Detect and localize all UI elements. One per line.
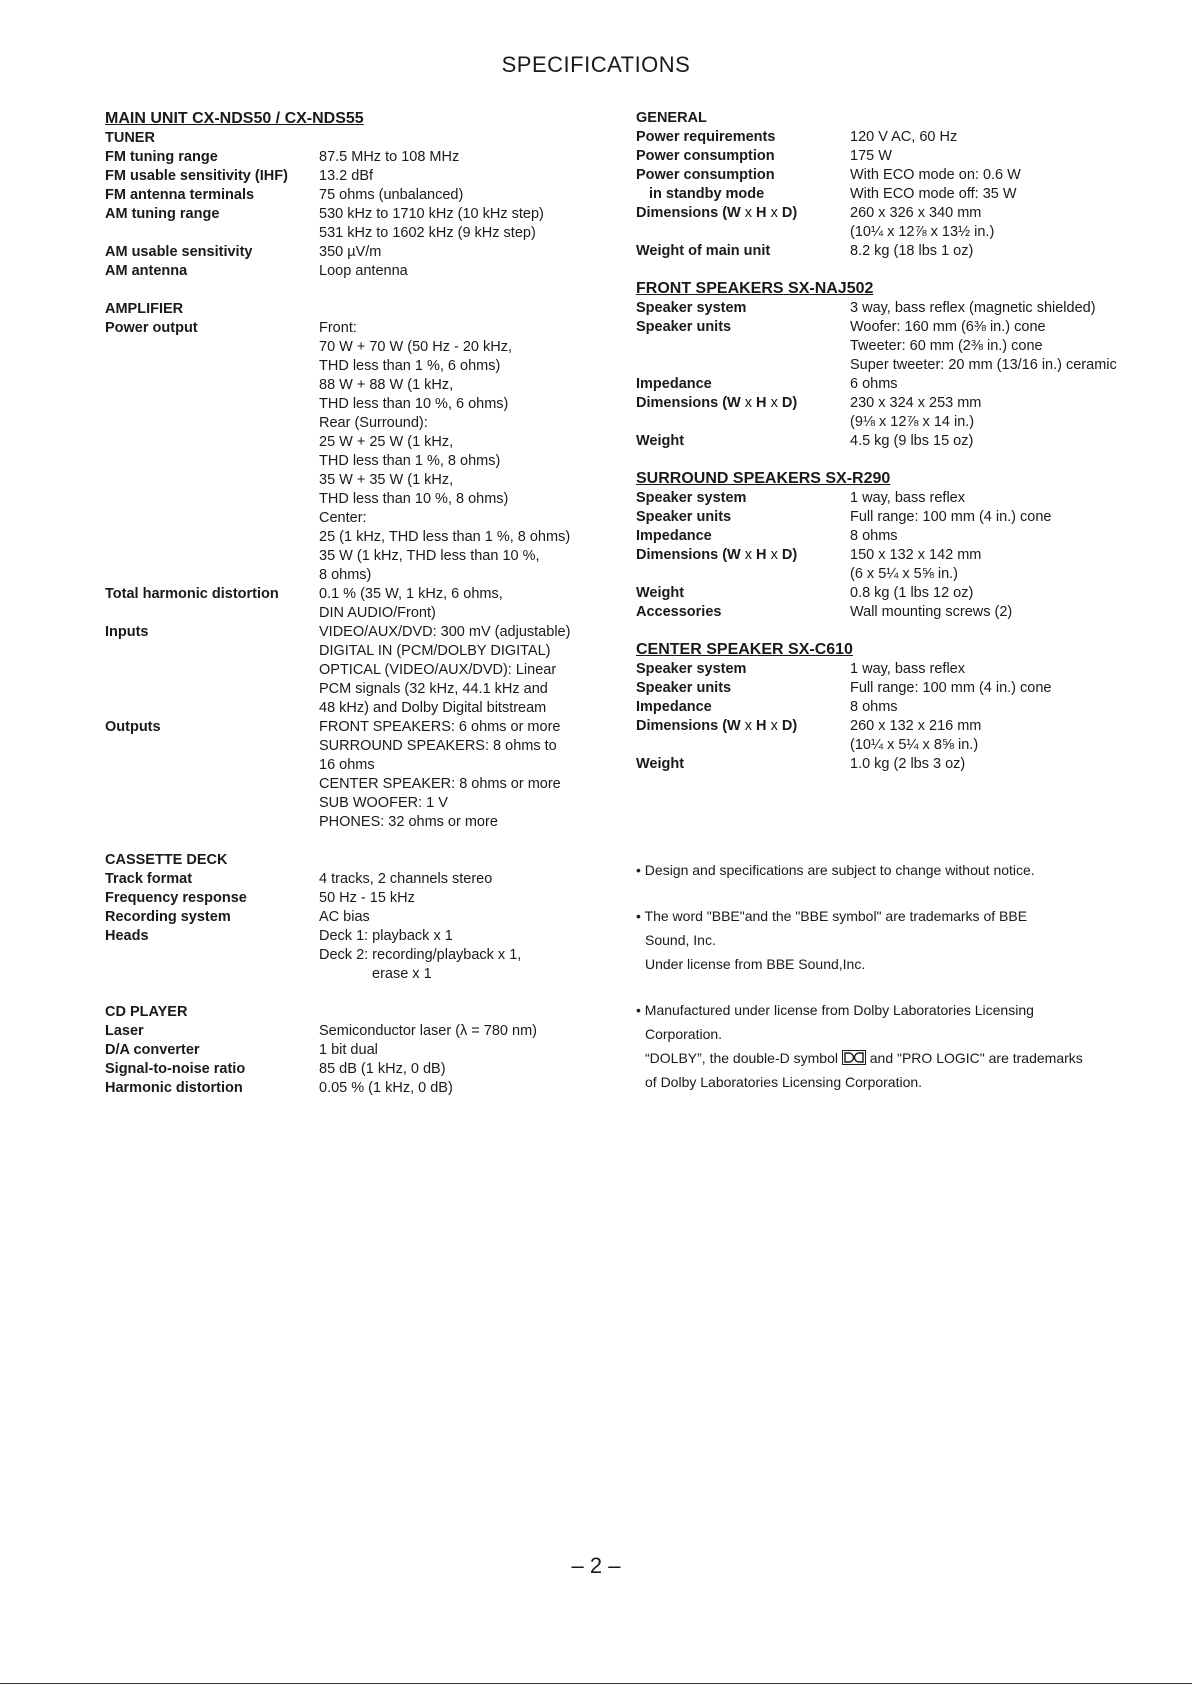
spec-value: 150 x 132 x 142 mm [850,547,982,563]
note-line: Sound, Inc. [645,932,716,948]
spec-value: Woofer: 160 mm (6⅜ in.) cone [850,319,1046,335]
note-line: Under license from BBE Sound,Inc. [645,956,866,972]
spec-value: PCM signals (32 kHz, 44.1 kHz and [319,681,548,697]
spec-value: 16 ohms [319,757,375,773]
spec-label: Outputs [105,719,161,735]
spec-value: 88 W + 88 W (1 kHz, [319,377,454,393]
spec-label: FM usable sensitivity (IHF) [105,168,288,184]
spec-value: 8.2 kg (18 lbs 1 oz) [850,243,974,259]
spec-label: Heads [105,928,149,944]
spec-label: Accessories [636,604,722,620]
spec-row [636,166,1156,204]
spec-value: Rear (Surround): [319,415,428,431]
spec-value: 531 kHz to 1602 kHz (9 kHz step) [319,225,536,241]
spec-label: AM usable sensitivity [105,244,253,260]
spec-value: 50 Hz - 15 kHz [319,890,415,906]
note-line: of Dolby Laboratories Licensing Corporation. [645,1074,923,1090]
spec-value: 8 ohms [850,528,898,544]
spec-value: Full range: 100 mm (4 in.) cone [850,509,1052,525]
spec-row [105,1022,605,1041]
spec-row [105,623,605,718]
spec-row [105,205,605,243]
spec-label: Speaker units [636,509,732,525]
spec-value: (6 x 5¼ x 5⅝ in.) [850,566,958,582]
spec-label: Power output [105,320,198,336]
spec-label: D/A converter [105,1042,200,1058]
tuner-heading: TUNER [105,130,155,146]
spec-value: (10¼ x 5¼ x 8⅝ in.) [850,737,979,753]
spec-value: Tweeter: 60 mm (2⅜ in.) cone [850,338,1043,354]
spec-row [636,698,1156,717]
spec-value: Center: [319,510,367,526]
spec-row [636,717,1156,755]
spec-value: 1 bit dual [319,1042,378,1058]
spec-value: 8 ohms [850,699,898,715]
spec-value: Full range: 100 mm (4 in.) cone [850,680,1052,696]
note-line [636,1046,1156,1070]
spec-row [105,319,605,585]
spec-label: Power requirements [636,129,776,145]
spec-label: Harmonic distortion [105,1080,243,1096]
spec-value: With ECO mode off: 35 W [850,186,1017,202]
spec-row [105,148,605,167]
spec-value: 175 W [850,148,892,164]
spec-value: 35 W + 35 W (1 kHz, [319,472,454,488]
spec-value: 6 ohms [850,376,898,392]
spec-value: Super tweeter: 20 mm (13/16 in.) ceramic [850,357,1117,373]
spec-label: Weight [636,433,685,449]
spec-row [636,603,1156,622]
spec-label: in standby mode [649,186,765,202]
spec-value: 35 W (1 kHz, THD less than 10 %, [319,548,540,564]
spec-row [636,584,1156,603]
spec-value: VIDEO/AUX/DVD: 300 mV (adjustable) [319,624,571,640]
center-speaker-heading: CENTER SPEAKER SX-C610 [636,641,853,658]
spec-value: DIN AUDIO/Front) [319,605,436,621]
cassette-heading: CASSETTE DECK [105,852,228,868]
general-heading: GENERAL [636,110,707,126]
spec-value: Front: [319,320,357,336]
spec-row [636,242,1156,261]
spec-value: With ECO mode on: 0.6 W [850,167,1021,183]
bottom-rule [0,1683,1192,1684]
spec-label: Speaker units [636,680,732,696]
note-line: • The word "BBE"and the "BBE symbol" are trademarks of BBE [636,908,1028,924]
spec-row [105,718,605,832]
spec-label: Dimensions (W x H x D) [636,718,798,734]
spec-row [636,679,1156,698]
note-dolby-license [636,998,1156,1094]
spec-value: THD less than 1 %, 6 ohms) [319,358,501,374]
spec-label: FM antenna terminals [105,187,255,203]
spec-value: 350 µV/m [319,244,382,260]
spec-value: (9⅛ x 12⅞ x 14 in.) [850,414,975,430]
spec-label: Weight [636,756,685,772]
spec-label: AM antenna [105,263,188,279]
spec-row [105,908,605,927]
spec-value: 1 way, bass reflex [850,661,965,677]
spec-row [636,375,1156,394]
spec-row [636,318,1156,375]
note-line: • Design and specifications are subject to change without notice. [636,862,1035,878]
note-text: and "PRO LOGIC" are trademarks [869,1050,1083,1066]
spec-value: 0.8 kg (1 lbs 12 oz) [850,585,974,601]
spec-row [105,889,605,908]
spec-row [105,870,605,889]
spec-label: Power consumption [636,167,775,183]
spec-row [105,186,605,205]
spec-value: (10¼ x 12⅞ x 13½ in.) [850,224,995,240]
spec-row [105,243,605,262]
spec-label: Laser [105,1023,144,1039]
spec-label: AM tuning range [105,206,220,222]
spec-label: Dimensions (W x H x D) [636,395,798,411]
surround-speakers-heading: SURROUND SPEAKERS SX-R290 [636,470,891,487]
spec-value: SURROUND SPEAKERS: 8 ohms to [319,738,557,754]
note-change-notice [636,858,1156,882]
spec-label: Frequency response [105,890,247,906]
spec-value: 70 W + 70 W (50 Hz - 20 kHz, [319,339,512,355]
spec-label: Total harmonic distortion [105,586,279,602]
spec-label: Speaker units [636,319,732,335]
front-speakers-heading: FRONT SPEAKERS SX-NAJ502 [636,280,874,297]
spec-label: Impedance [636,528,712,544]
spec-label: Dimensions (W x H x D) [636,547,798,563]
spec-value: 530 kHz to 1710 kHz (10 kHz step) [319,206,544,222]
spec-value: Deck 2: recording/playback x 1, [319,947,522,963]
spec-row [636,755,1156,774]
spec-value: 25 W + 25 W (1 kHz, [319,434,454,450]
spec-row [636,660,1156,679]
spec-row [105,585,605,623]
spec-value: AC bias [319,909,370,925]
note-line: Corporation. [645,1026,723,1042]
spec-label: Signal-to-noise ratio [105,1061,246,1077]
spec-value: 0.05 % (1 kHz, 0 dB) [319,1080,453,1096]
spec-label: Track format [105,871,193,887]
page-number: – 2 – [571,1553,621,1578]
spec-value: CENTER SPEAKER: 8 ohms or more [319,776,561,792]
spec-value: THD less than 10 %, 6 ohms) [319,396,509,412]
spec-value: 75 ohms (unbalanced) [319,187,464,203]
spec-row [636,128,1156,147]
spec-row [105,1060,605,1079]
spec-row [636,527,1156,546]
spec-label: Impedance [636,376,712,392]
spec-value: DIGITAL IN (PCM/DOLBY DIGITAL) [319,643,551,659]
spec-value: 1 way, bass reflex [850,490,965,506]
spec-value: SUB WOOFER: 1 V [319,795,448,811]
spec-row [636,394,1156,432]
spec-value: THD less than 10 %, 8 ohms) [319,491,509,507]
spec-value: 87.5 MHz to 108 MHz [319,149,460,165]
spec-value: 25 (1 kHz, THD less than 1 %, 8 ohms) [319,529,571,545]
spec-value: Deck 1: playback x 1 [319,928,453,944]
note-bbe-trademark [636,904,1156,976]
spec-row [105,167,605,186]
spec-value: erase x 1 [372,966,432,982]
spec-label: Impedance [636,699,712,715]
spec-value: Wall mounting screws (2) [850,604,1013,620]
spec-row [636,546,1156,584]
speakers-column [636,109,1156,774]
spec-row [105,262,605,281]
note-text: “DOLBY”, the double-D symbol [645,1050,838,1066]
spec-value: 8 ohms) [319,567,372,583]
spec-row [636,489,1156,508]
spec-value: 260 x 326 x 340 mm [850,205,982,221]
spec-row [636,147,1156,166]
spec-value: Loop antenna [319,263,408,279]
spec-row [105,1079,605,1098]
main-unit-heading: MAIN UNIT CX-NDS50 / CX-NDS55 [105,110,364,127]
spec-row [636,432,1156,451]
spec-label: Recording system [105,909,231,925]
spec-label: Power consumption [636,148,775,164]
spec-value: 13.2 dBf [319,168,374,184]
amplifier-heading: AMPLIFIER [105,301,184,317]
spec-value: 1.0 kg (2 lbs 3 oz) [850,756,966,772]
spec-value: 85 dB (1 kHz, 0 dB) [319,1061,446,1077]
spec-label: Inputs [105,624,149,640]
main-unit-column [105,109,605,1098]
spec-value: THD less than 1 %, 8 ohms) [319,453,501,469]
note-line: • Manufactured under license from Dolby Laboratories Licensing [636,1002,1034,1018]
spec-label: Dimensions (W x H x D) [636,205,798,221]
notes [636,858,1156,1116]
spec-label: Speaker system [636,661,747,677]
spec-value: 3 way, bass reflex (magnetic shielded) [850,300,1096,316]
spec-label: Speaker system [636,490,747,506]
spec-value: PHONES: 32 ohms or more [319,814,498,830]
spec-value: 260 x 132 x 216 mm [850,718,982,734]
spec-value: 4.5 kg (9 lbs 15 oz) [850,433,974,449]
spec-row [636,204,1156,242]
spec-value: 230 x 324 x 253 mm [850,395,982,411]
spec-label: Speaker system [636,300,747,316]
dolby-double-d-icon [842,1050,866,1065]
spec-label: Weight [636,585,685,601]
spec-row [105,1041,605,1060]
spec-row [636,508,1156,527]
spec-value: Semiconductor laser (λ = 780 nm) [319,1023,537,1039]
spec-value: FRONT SPEAKERS: 6 ohms or more [319,719,561,735]
spec-value: 0.1 % (35 W, 1 kHz, 6 ohms, [319,586,503,602]
spec-label: FM tuning range [105,149,218,165]
spec-row [105,927,605,984]
spec-row [636,299,1156,318]
spec-value: 48 kHz) and Dolby Digital bitstream [319,700,547,716]
cd-heading: CD PLAYER [105,1004,188,1020]
spec-value: OPTICAL (VIDEO/AUX/DVD): Linear [319,662,557,678]
spec-label: Weight of main unit [636,243,771,259]
page-title: SPECIFICATIONS [501,52,691,77]
spec-value: 4 tracks, 2 channels stereo [319,871,493,887]
spec-value: 120 V AC, 60 Hz [850,129,958,145]
